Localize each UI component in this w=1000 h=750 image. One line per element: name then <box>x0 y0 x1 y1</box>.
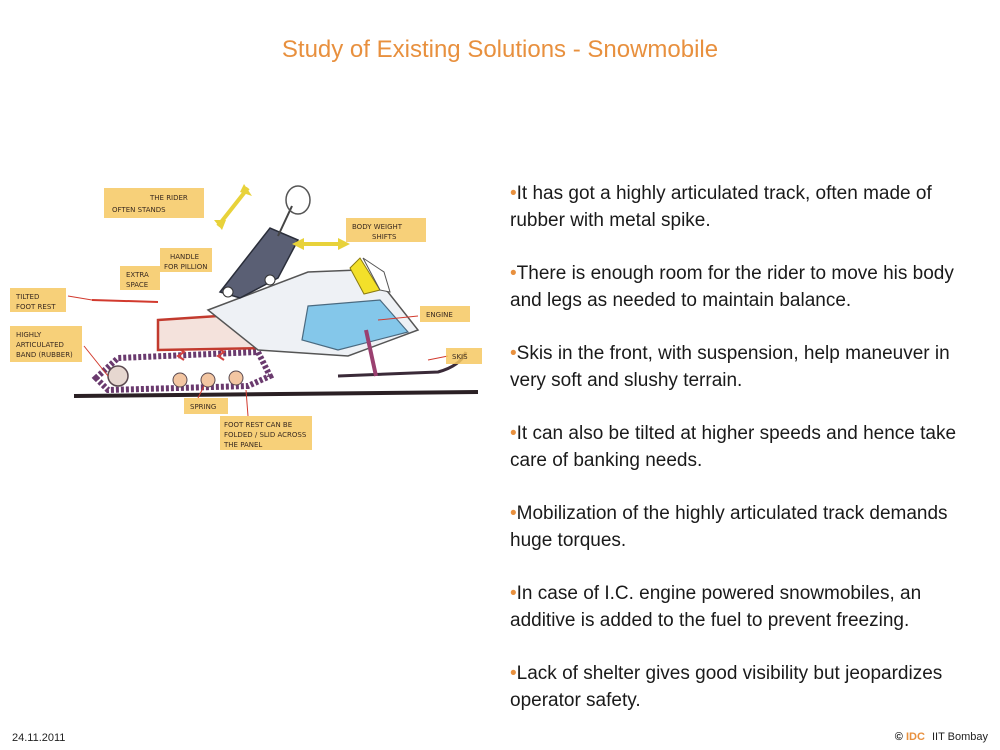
footer-date: 24.11.2011 <box>12 732 66 744</box>
bullet-marker: • <box>510 343 517 364</box>
bullet-marker: • <box>510 503 517 524</box>
bullet-item <box>510 180 980 234</box>
svg-text:BODY WEIGHT: BODY WEIGHT <box>352 223 403 231</box>
bullet-item <box>510 660 980 714</box>
bullet-text: In case of I.C. engine powered snowmobiles, an additive is added to the fuel to prevent freezing. <box>510 583 922 631</box>
label-handle-for-pillion <box>160 248 212 272</box>
svg-text:SPACE: SPACE <box>126 281 149 289</box>
bullet-text: Lack of shelter gives good visibility but jeopardizes operator safety. <box>510 663 943 711</box>
svg-text:EXTRA: EXTRA <box>126 271 149 279</box>
bullet-marker: • <box>510 583 517 604</box>
bullet-item <box>510 420 980 474</box>
svg-text:TILTED: TILTED <box>16 293 40 301</box>
bullet-text: It has got a highly articulated track, often made of rubber with metal spike. <box>510 183 932 231</box>
bullet-text: It can also be tilted at higher speeds and hence take care of banking needs. <box>510 423 957 471</box>
label-body-weight-shifts <box>346 218 426 242</box>
svg-text:FOOT REST CAN BE: FOOT REST CAN BE <box>224 421 293 429</box>
svg-text:HANDLE: HANDLE <box>170 253 200 261</box>
label-engine <box>420 306 470 322</box>
svg-text:OFTEN STANDS: OFTEN STANDS <box>112 206 166 214</box>
label-articulated-band <box>10 326 82 362</box>
bullet-marker: • <box>510 263 517 284</box>
copyright-icon: © <box>894 731 903 743</box>
label-skis <box>446 348 482 364</box>
bullet-text: Skis in the front, with suspension, help maneuver in very soft and slushy terrain. <box>510 343 950 391</box>
svg-text:THE PANEL: THE PANEL <box>224 441 263 449</box>
bullet-text: Mobilization of the highly articulated track demands huge torques. <box>510 503 948 551</box>
bullet-marker: • <box>510 663 517 684</box>
svg-text:SKIS: SKIS <box>452 353 468 361</box>
bullet-list <box>510 180 980 740</box>
snowmobile-sketch <box>8 180 498 455</box>
bullet-marker: • <box>510 183 517 204</box>
label-rider-often-stands <box>104 188 204 218</box>
label-spring <box>184 398 228 414</box>
svg-text:FOR PILLION: FOR PILLION <box>164 263 208 271</box>
footer-org <box>895 731 988 743</box>
svg-text:ARTICULATED: ARTICULATED <box>16 341 64 349</box>
bullet-marker: • <box>510 423 517 444</box>
svg-text:THE RIDER: THE RIDER <box>150 194 188 202</box>
svg-text:HIGHLY: HIGHLY <box>16 331 42 339</box>
bullet-item <box>510 260 980 314</box>
bullet-item <box>510 340 980 394</box>
footer-brand: IDC <box>905 731 925 743</box>
bullet-item <box>510 580 980 634</box>
bullet-item <box>510 500 980 554</box>
footer-institute: IIT Bombay <box>931 731 988 743</box>
svg-text:SHIFTS: SHIFTS <box>372 233 397 241</box>
svg-text:BAND (RUBBER): BAND (RUBBER) <box>16 351 73 359</box>
svg-text:ENGINE: ENGINE <box>426 311 453 319</box>
svg-text:FOOT REST: FOOT REST <box>16 303 56 311</box>
svg-text:FOLDED / SLID ACROSS: FOLDED / SLID ACROSS <box>224 431 307 439</box>
label-extra-space <box>120 266 160 290</box>
slide-title: Study of Existing Solutions - Snowmobile <box>281 36 719 63</box>
label-foot-rest-folded <box>220 416 312 450</box>
svg-text:SPRING: SPRING <box>190 403 217 411</box>
label-tilted-foot-rest <box>10 288 66 312</box>
bullet-text: There is enough room for the rider to move his body and legs as needed to maintain balance. <box>510 263 954 311</box>
